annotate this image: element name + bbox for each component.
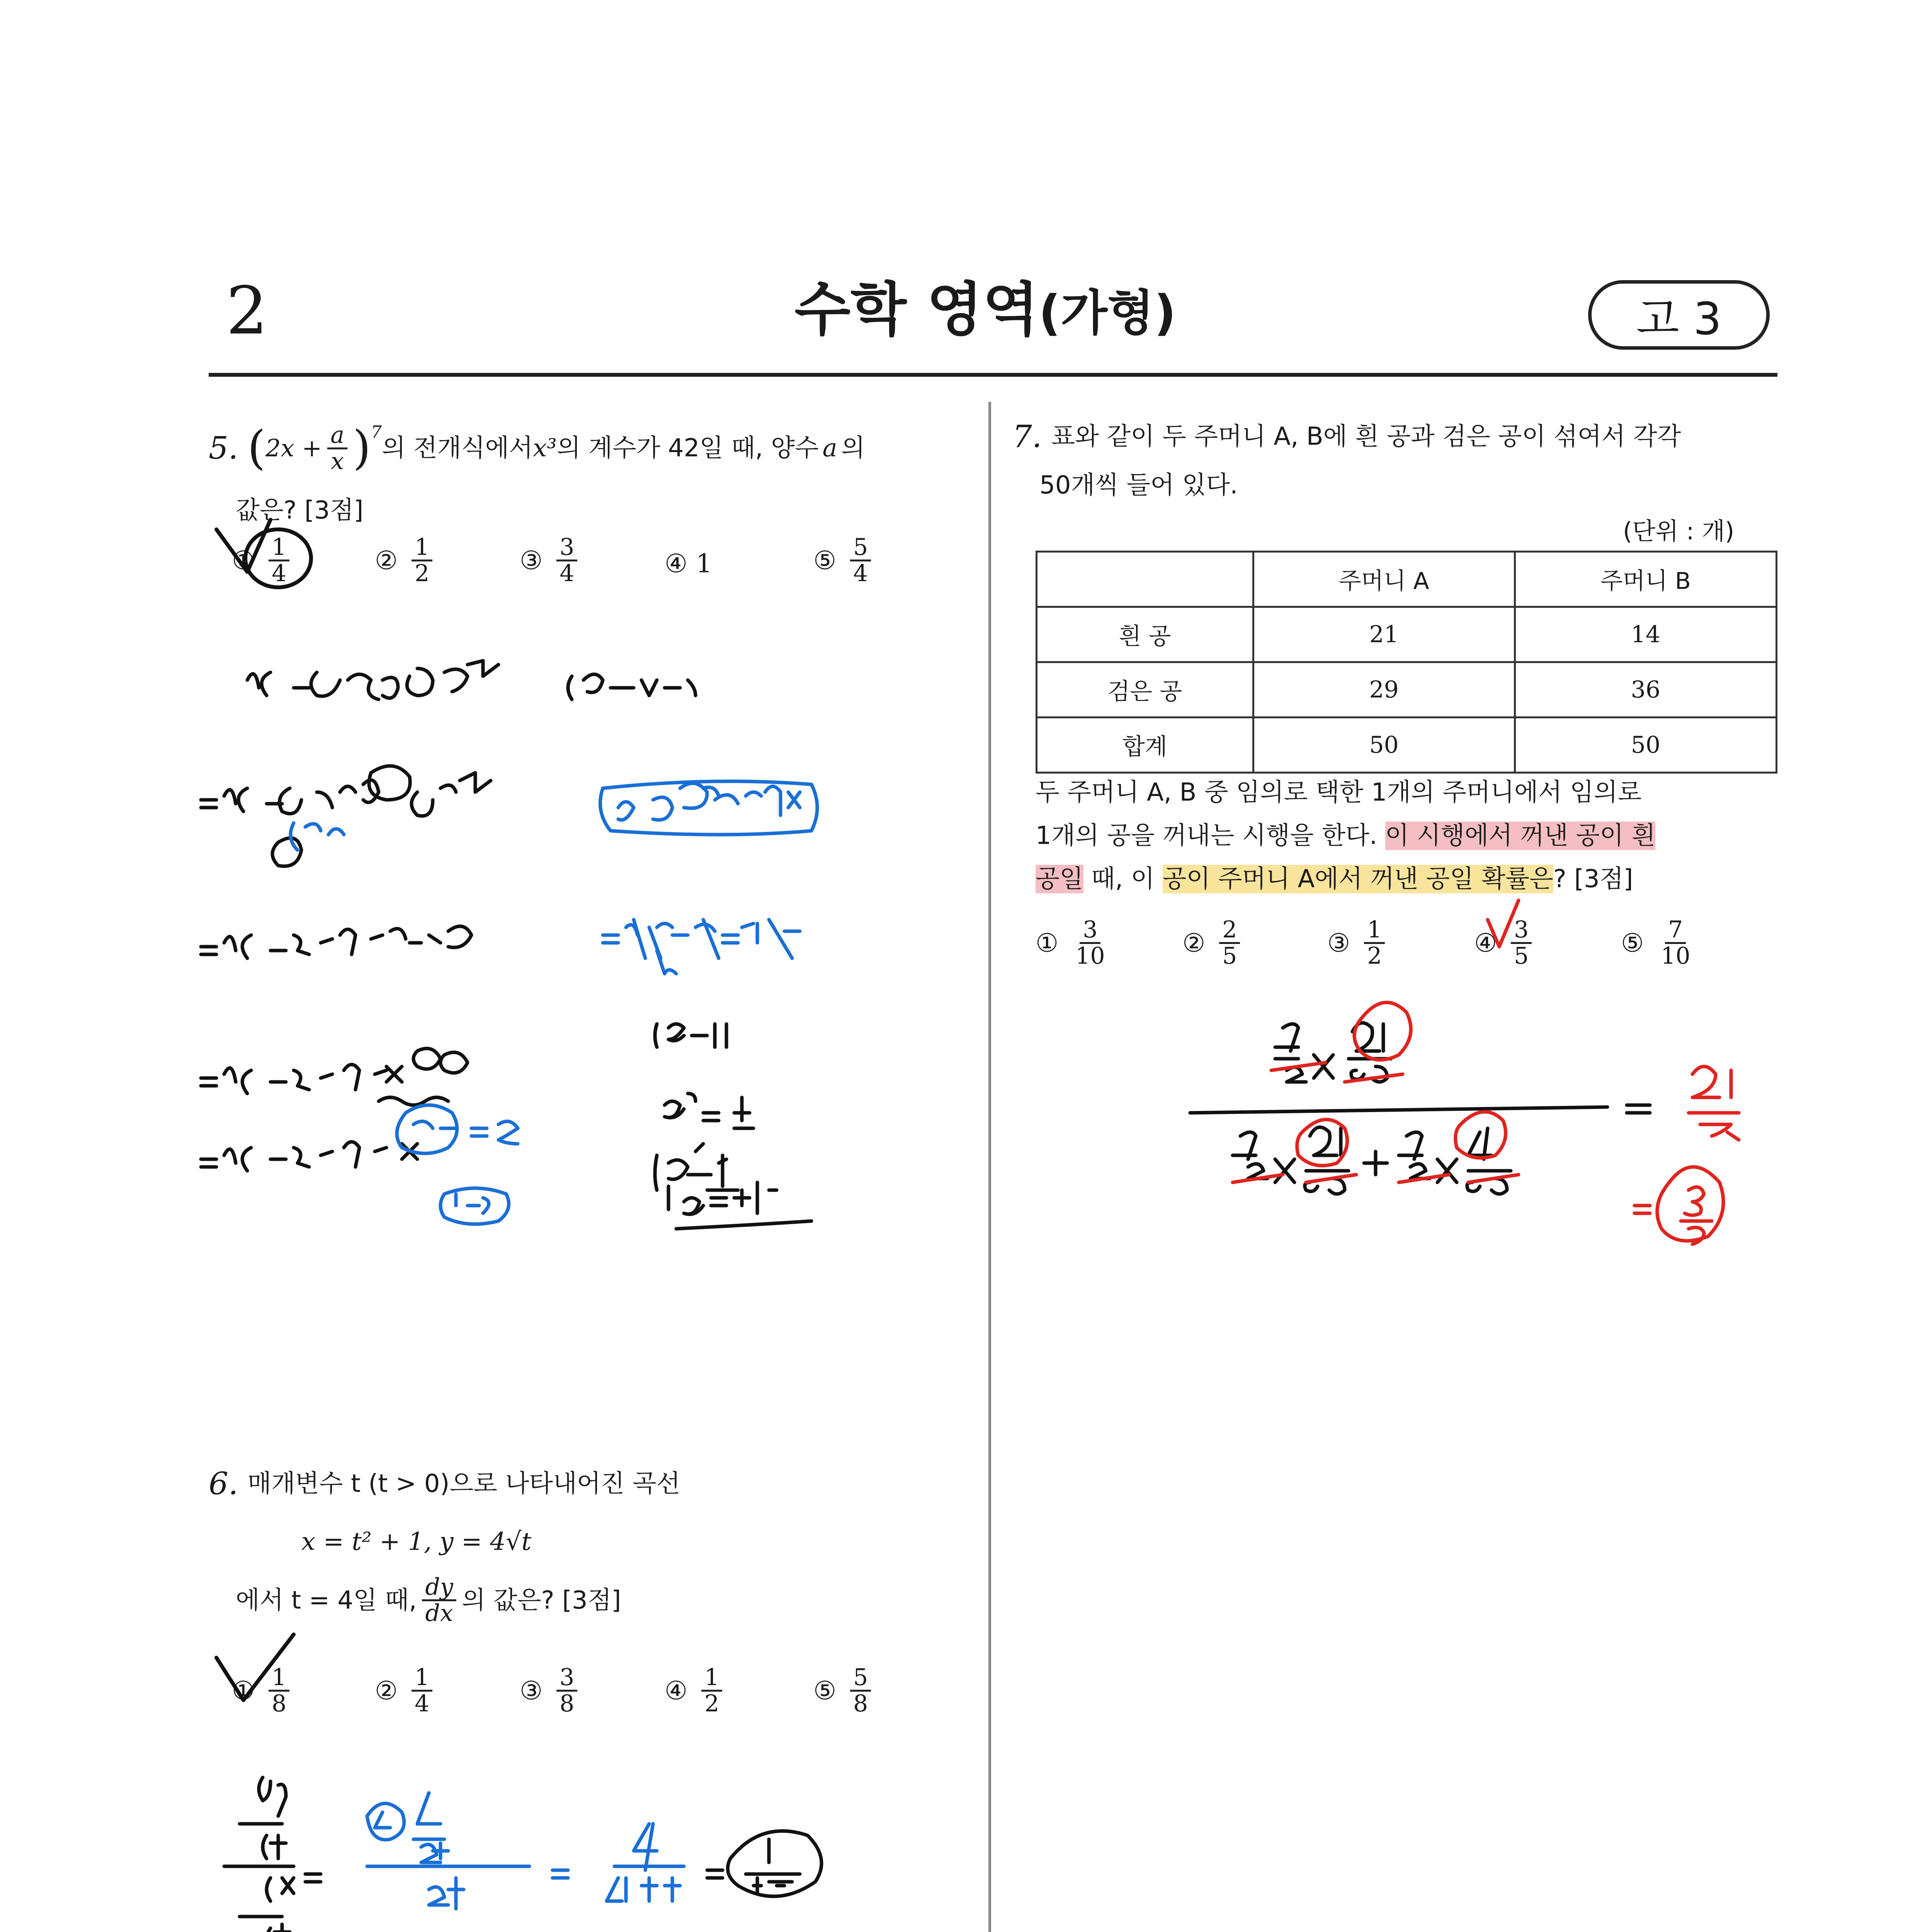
q7-body-line2: 1개의 공을 꺼내는 시행을 한다. 이 시행에서 꺼낸 공이 흰 — [1036, 821, 1656, 850]
q5-choice-1[interactable]: ① $\frac{1}{4}$ — [232, 535, 295, 586]
q6-choice-2[interactable]: ② $\frac{1}{4}$ — [375, 1665, 438, 1716]
table-header-row: 주머니 A 주머니 B — [1037, 552, 1777, 607]
q6-choice-1[interactable]: ① $\frac{1}{8}$ — [232, 1665, 295, 1716]
q7-working-black — [1190, 1023, 1650, 1194]
highlight-pink: 이 시행에서 꺼낸 공이 흰 — [1385, 821, 1656, 850]
q5-exponent: 7 — [371, 422, 382, 442]
q7-text-1: 표와 같이 두 주머니 A, B에 흰 공과 검은 공이 섞여서 각각 — [1051, 422, 1681, 451]
q6-choice-3[interactable]: ③ $\frac{3}{8}$ — [520, 1665, 583, 1716]
q6-choice-4[interactable]: ④ $\frac{1}{2}$ — [665, 1665, 728, 1716]
question-6 — [209, 1457, 943, 1626]
highlight-yellow: 공이 주머니 A에서 꺼낸 공일 확률은 — [1162, 865, 1553, 893]
q7-choice-1[interactable]: ① $\frac{3}{10}$ — [1036, 916, 1105, 969]
q5-a: a — [822, 434, 837, 463]
q5-choice-5[interactable]: ⑤ $\frac{5}{4}$ — [813, 535, 876, 586]
highlight-pink: 공일 — [1036, 865, 1083, 893]
q7-number: 7. — [1012, 418, 1042, 454]
q6-working-blue — [367, 1793, 684, 1909]
q7-stem-line1 — [1012, 410, 1781, 464]
q6-working-black — [224, 1777, 821, 1932]
table-row: 합계 50 50 — [1037, 718, 1777, 773]
q7-choice-4[interactable]: ④ $\frac{3}{5}$ — [1474, 918, 1537, 968]
title-main: 수학 영역 — [794, 276, 1039, 344]
q5-expr: 2x + — [265, 434, 322, 462]
q7-choice-5[interactable]: ⑤ $\frac{7}{10}$ — [1621, 916, 1690, 969]
q6-choice-5[interactable]: ⑤ $\frac{5}{8}$ — [813, 1665, 876, 1716]
q6-stem-line3 — [236, 1575, 943, 1626]
q7-working-red — [1233, 1002, 1739, 1244]
q6-equation: x = t² + 1, y = 4√t — [301, 1527, 532, 1556]
column-divider — [988, 402, 991, 1932]
title-sub: (가형) — [1039, 285, 1176, 341]
q7-choice-3[interactable]: ③ $\frac{1}{2}$ — [1327, 918, 1390, 968]
q5-right-paren: ) — [353, 421, 371, 475]
q5-left-paren: ( — [247, 421, 266, 475]
q6-text-3b: 의 값은? [3점] — [461, 1586, 621, 1615]
q6-derivative: $\frac{dy}{dx}$ — [422, 1575, 456, 1626]
q6-text-1: 매개변수 t (t > 0)으로 나타내어진 곡선 — [247, 1469, 680, 1498]
q5-text-3: 의 — [841, 434, 865, 463]
q5-choice-2[interactable]: ② $\frac{1}{2}$ — [375, 535, 438, 586]
q7-text-2: 50개씩 들어 있다. — [1039, 471, 1238, 500]
q6-stem-line1 — [209, 1457, 943, 1511]
q5-text-1: 의 전개식에서 — [381, 434, 533, 463]
q5-number: 5. — [209, 430, 238, 466]
q6-text-3a: 에서 t = 4일 때, — [236, 1586, 417, 1615]
grade-badge: 고 3 — [1588, 280, 1770, 350]
data-table — [1036, 551, 1777, 774]
table-unit: (단위 : 개) — [1623, 517, 1735, 545]
table-row: 검은 공 29 36 — [1037, 662, 1777, 718]
page-number-top: 2 — [226, 273, 268, 349]
q7-body-line1: 두 주머니 A, B 중 임의로 택한 1개의 주머니에서 임의로 — [1036, 778, 1642, 807]
q7-choice-2[interactable]: ② $\frac{2}{5}$ — [1182, 918, 1245, 968]
q7-body — [1036, 771, 1781, 901]
question-5 — [209, 408, 943, 532]
q5-stem-line1 — [209, 408, 943, 489]
q5-choice-3[interactable]: ③ $\frac{3}{4}$ — [520, 535, 583, 586]
q5-stem-line2: 값은? [3점] — [236, 496, 364, 525]
q5-text-2: 의 계수가 42일 때, 양수 — [556, 434, 819, 463]
question-7 — [1012, 410, 1781, 507]
q5-inner-fraction: $\frac{a}{x}$ — [327, 423, 347, 474]
q5-working-blue — [291, 781, 817, 1224]
q7-body-line3: 공일 때, 이 공이 주머니 A에서 꺼낸 공일 확률은? [3점] — [1036, 865, 1633, 893]
q5-choice-4[interactable]: ④ 1 — [665, 549, 713, 578]
q5-x3: x³ — [533, 434, 557, 463]
q6-number: 6. — [209, 1466, 238, 1502]
table-row: 흰 공 21 14 — [1037, 607, 1777, 662]
header-divider — [209, 373, 1777, 377]
q5-working-black — [201, 661, 811, 1229]
